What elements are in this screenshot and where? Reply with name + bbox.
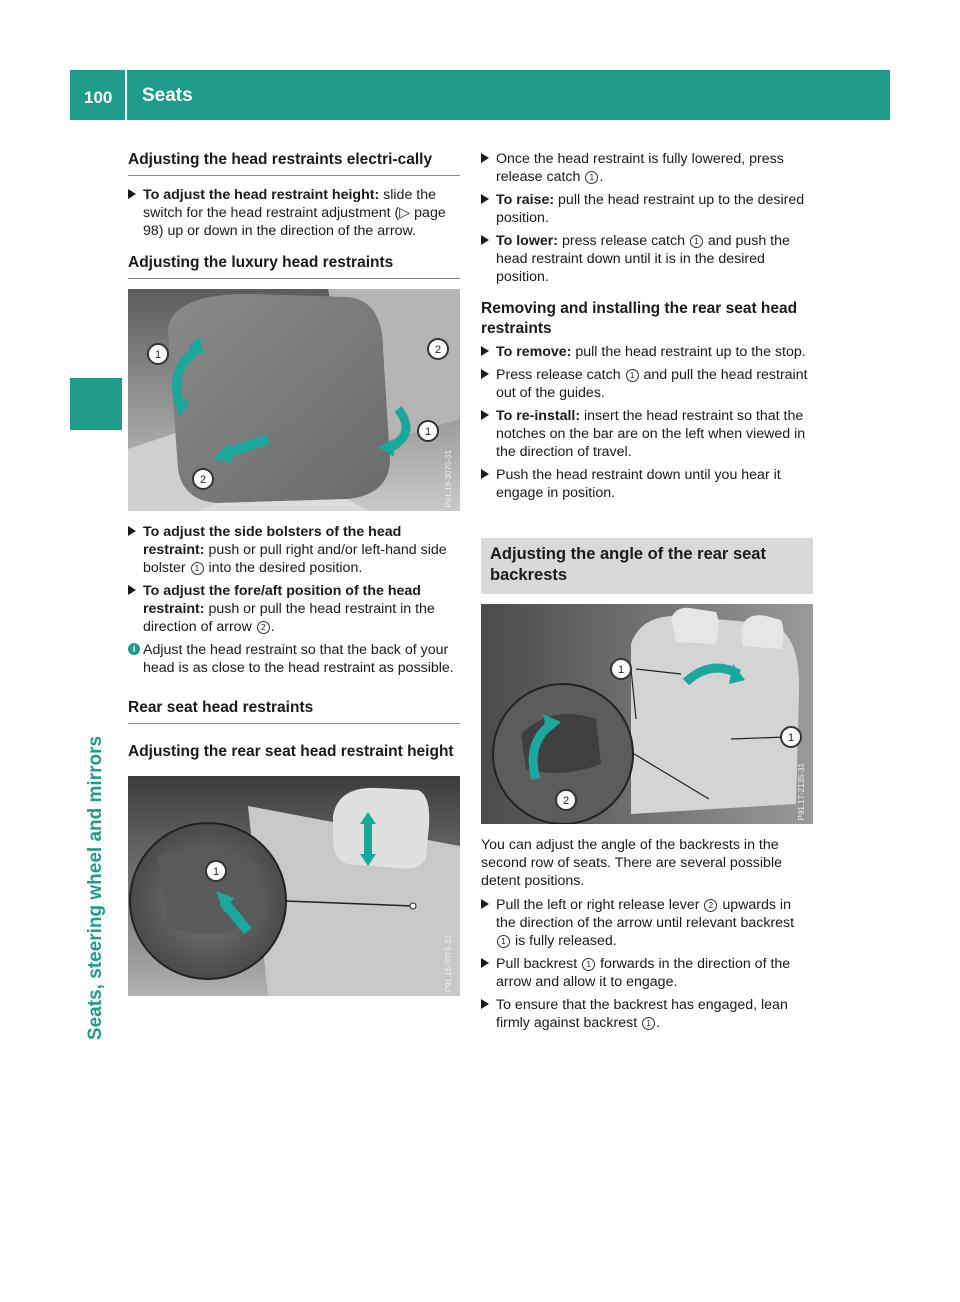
instruction-step <box>481 996 813 1032</box>
page-header <box>70 70 890 120</box>
page-ref-icon: ▷ <box>399 205 411 221</box>
instruction-step <box>481 366 813 402</box>
info-text: Adjust the head restraint so that the back of your head is as close to the head restraint as possible. <box>143 642 454 676</box>
section-heading-wrap <box>128 150 460 176</box>
section-heading-wrap <box>128 253 460 279</box>
figure-reference: P91.16-3070-31 <box>444 449 453 507</box>
step-text: Once the head restraint is fully lowered, press release catch <box>496 151 784 185</box>
step-text: upwards in the direction of the arrow until relevant backrest <box>496 897 795 931</box>
step-text: pull the head restraint up to the stop. <box>571 344 806 360</box>
body-paragraph: You can adjust the angle of the backrests in the second row of seats. There are several possible detent positions. <box>481 837 782 889</box>
svg-text:1: 1 <box>424 426 432 438</box>
step-arrow-icon <box>481 235 489 245</box>
callout-number: 1 <box>626 369 639 382</box>
step-arrow-icon <box>481 369 489 379</box>
banner-heading: Adjusting the angle of the rear seat backrests <box>490 545 766 584</box>
page-title: Seats <box>142 85 193 106</box>
head-restraint-illustration <box>128 289 460 511</box>
step-text: To ensure that the backrest has engaged, lean firmly against backrest <box>496 997 788 1031</box>
subsection-heading: Removing and installing the rear seat head restraints <box>481 300 798 337</box>
step-text: Pull backrest <box>496 956 582 972</box>
callout-number: 1 <box>582 958 595 971</box>
step-arrow-icon <box>481 958 489 968</box>
step-text: . <box>599 169 604 185</box>
callout-number: 1 <box>191 562 204 575</box>
step-label: To adjust the head restraint height: <box>143 187 380 203</box>
step-text: and pull the head restraint out of the guides. <box>496 367 808 401</box>
callout-number: 1 <box>585 171 598 184</box>
step-text: . <box>270 619 275 635</box>
instruction-step <box>481 466 813 502</box>
step-text: forwards in the direction of the arrow and allow it to engage. <box>496 956 791 990</box>
step-text: press release catch <box>558 233 689 249</box>
step-text: and push the head restraint down until it is in the desired position. <box>496 233 790 285</box>
callout-number: 1 <box>497 935 510 948</box>
step-arrow-icon <box>481 999 489 1009</box>
right-column <box>481 150 813 1037</box>
svg-text:2: 2 <box>434 344 442 356</box>
step-label: To adjust the side bolsters of the head restraint: <box>143 524 402 558</box>
step-arrow-icon <box>481 899 489 909</box>
step-label: To lower: <box>496 233 559 249</box>
callout-number: 1 <box>642 1017 655 1030</box>
step-arrow-icon <box>481 346 489 356</box>
step-arrow-icon <box>128 526 136 536</box>
figure-reference: P91.16-3071-31 <box>444 934 453 992</box>
page-number: 100 <box>84 88 113 107</box>
step-text: pull the head restraint up to the desired position. <box>496 192 805 226</box>
instruction-step <box>481 407 813 461</box>
step-text: is fully released. <box>511 933 617 949</box>
section-heading: Adjusting the head restraints electri-cally <box>128 151 433 168</box>
section-heading: Rear seat head restraints <box>128 699 314 716</box>
step-arrow-icon <box>128 585 136 595</box>
svg-text:1: 1 <box>787 732 795 744</box>
instruction-step <box>128 186 460 240</box>
info-note <box>128 641 460 677</box>
instruction-step <box>481 150 813 186</box>
step-text: . <box>656 1015 661 1031</box>
step-text: page 98) up or down in the direction of the arrow. <box>143 205 446 239</box>
step-text: insert the head restraint so that the notches on the bar are on the left when viewed in the direction of travel. <box>496 408 806 460</box>
svg-text:2: 2 <box>199 474 207 486</box>
step-text: slide the switch for the head restraint adjustment ( <box>143 187 437 221</box>
step-text: Press release catch <box>496 367 625 383</box>
header-divider <box>125 70 127 120</box>
step-text: Push the head restraint down until you hear it engage in position. <box>496 467 781 501</box>
instruction-step <box>481 343 813 361</box>
step-label: To remove: <box>496 344 572 360</box>
rear-backrest-photo <box>481 604 813 824</box>
figure-reference: P91.17-2135-31 <box>797 762 806 820</box>
subsection-heading: Adjusting the rear seat head restraint height <box>128 743 454 760</box>
step-arrow-icon <box>481 153 489 163</box>
svg-text:1: 1 <box>154 349 162 361</box>
luxury-head-restraint-photo <box>128 289 460 511</box>
step-label: To adjust the fore/aft position of the head restraint: <box>143 583 421 617</box>
step-text: into the desired position. <box>204 560 363 576</box>
step-arrow-icon <box>481 194 489 204</box>
svg-text:2: 2 <box>562 795 570 807</box>
instruction-step <box>481 191 813 227</box>
instruction-step <box>128 523 460 577</box>
step-arrow-icon <box>481 410 489 420</box>
rear-restraint-illustration <box>128 776 460 996</box>
step-arrow-icon <box>128 189 136 199</box>
step-text: push or pull right and/or left-hand side bolster <box>143 542 447 576</box>
section-tab-label: Seats, steering wheel and mirrors <box>85 735 106 1041</box>
svg-text:1: 1 <box>617 664 625 676</box>
step-arrow-icon <box>481 469 489 479</box>
instruction-step <box>128 582 460 636</box>
section-tab-marker <box>70 378 122 430</box>
instruction-step <box>481 896 813 950</box>
callout-number: 1 <box>690 235 703 248</box>
step-text: Pull the left or right release lever <box>496 897 704 913</box>
step-label: To raise: <box>496 192 555 208</box>
section-banner <box>481 538 813 594</box>
rear-head-restraint-photo <box>128 776 460 996</box>
instruction-step <box>481 232 813 286</box>
section-heading-wrap <box>128 698 460 724</box>
step-label: To re-install: <box>496 408 581 424</box>
callout-number: 2 <box>704 899 717 912</box>
step-text: push or pull the head restraint in the direction of arrow <box>143 601 435 635</box>
callout-number: 2 <box>257 621 270 634</box>
section-heading: Adjusting the luxury head restraints <box>128 254 394 271</box>
svg-text:1: 1 <box>212 866 220 878</box>
left-column <box>128 150 460 996</box>
instruction-step <box>481 955 813 991</box>
backrest-illustration <box>481 604 813 824</box>
info-icon: i <box>128 643 140 655</box>
